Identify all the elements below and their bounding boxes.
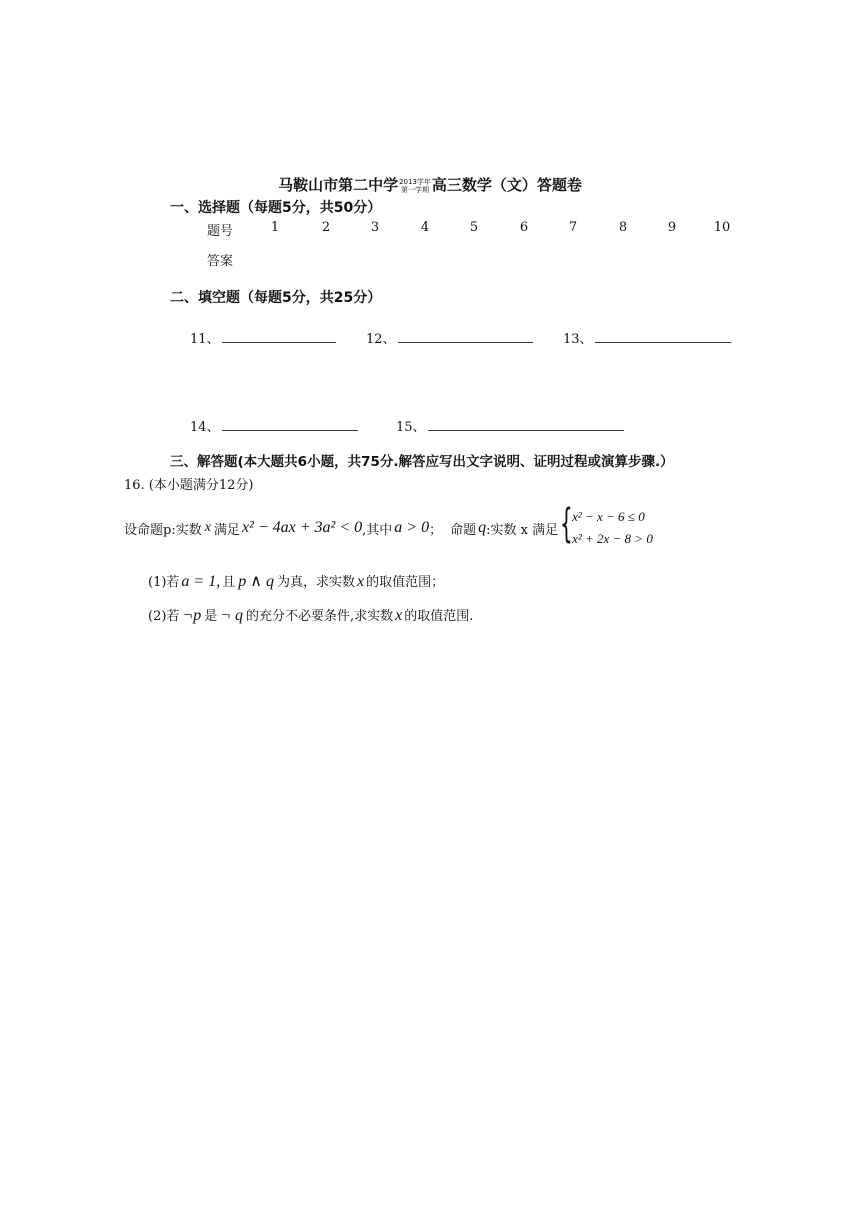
blank-label: 13、 <box>563 332 593 347</box>
title-year: 2013学年 <box>399 177 431 186</box>
page-title <box>0 174 860 195</box>
q16-var-x: x <box>204 520 211 535</box>
blank-label: 11、 <box>190 332 220 347</box>
answer-row-label: 答案 <box>207 254 234 269</box>
q16-text: :实数 x 满足 <box>486 522 559 538</box>
question-number: 2 <box>321 220 331 235</box>
q16-inequality-p: x² − 4ax + 3a² < 0 <box>241 519 363 536</box>
q16-text: 满足 <box>213 522 240 538</box>
q16-system-of-inequalities <box>560 501 653 550</box>
question-16-header: 16. (本小题满分12分) <box>124 478 254 493</box>
part1-text: (1)若 <box>148 575 180 590</box>
q16-system-line-2: x² + 2x − 8 > 0 <box>572 531 653 546</box>
fill-blank-12 <box>366 328 533 347</box>
q16-text: ,其中 <box>362 522 393 538</box>
question-number: 4 <box>420 220 430 235</box>
fill-blank-14 <box>190 416 358 435</box>
part2-not-q: ¬ q <box>220 607 244 624</box>
blank-label: 15、 <box>396 420 426 435</box>
title-subject: 高三数学（文）答题卷 <box>431 176 582 194</box>
part2-var-x: x <box>395 607 403 624</box>
fill-blank-15 <box>396 416 624 435</box>
part2-text: 的取值范围. <box>404 609 474 624</box>
section3-heading: 三、解答题(本大题共6小题，共75分.解答应写出文字说明、证明过程或演算步骤.） <box>170 454 674 470</box>
question-number: 10 <box>713 220 731 235</box>
q16-var-q: q <box>478 519 487 536</box>
part1-expression: p ∧ q <box>238 573 274 590</box>
question-number: 5 <box>469 220 479 235</box>
question-number: 1 <box>270 220 280 235</box>
question-number: 6 <box>519 220 529 235</box>
title-term-stack <box>399 178 431 194</box>
question-16-part-1 <box>148 571 444 591</box>
section1-heading: 一、选择题（每题5分，共50分） <box>170 200 382 216</box>
left-brace-icon: { <box>560 501 573 547</box>
part2-not-p: ¬p <box>182 607 202 624</box>
section2-heading: 二、填空题（每题5分，共25分） <box>170 290 382 306</box>
part1-text: 且 <box>222 575 236 590</box>
part2-text: 是 <box>204 609 218 624</box>
blank-label: 14、 <box>190 420 220 435</box>
answer-line[interactable] <box>222 341 336 343</box>
title-semester: 第一学期 <box>400 185 429 194</box>
question-number: 3 <box>370 220 380 235</box>
blank-label: 12、 <box>366 332 396 347</box>
answer-line[interactable] <box>398 341 533 343</box>
q16-text: ； <box>429 522 443 538</box>
question-number: 8 <box>618 220 628 235</box>
answer-line[interactable] <box>595 341 731 343</box>
question-16-statement <box>124 501 653 550</box>
part1-text: 为真，求实数 <box>276 575 355 590</box>
q16-system-line-1: x² − x − 6 ≤ 0 <box>572 509 645 524</box>
fill-blank-13 <box>563 328 731 347</box>
fill-blank-11 <box>190 328 336 347</box>
answer-line[interactable] <box>222 429 358 431</box>
part1-text: 的取值范围； <box>366 575 445 590</box>
q16-text: 设命题p:实数 <box>124 522 202 538</box>
q16-text: 命题 <box>450 522 477 538</box>
question-number: 9 <box>667 220 677 235</box>
answer-line[interactable] <box>428 429 624 431</box>
part2-text: (2)若 <box>148 609 180 624</box>
question-number: 7 <box>568 220 578 235</box>
question-16-part-2 <box>148 605 473 625</box>
part1-var-x: x <box>356 573 365 590</box>
part1-condition: a = 1, <box>181 573 221 590</box>
title-school: 马鞍山市第二中学 <box>278 176 399 194</box>
number-row-label: 题号 <box>207 224 234 239</box>
q16-condition-a: a > 0 <box>394 519 430 536</box>
part2-text: 的充分不必要条件,求实数 <box>246 609 394 624</box>
